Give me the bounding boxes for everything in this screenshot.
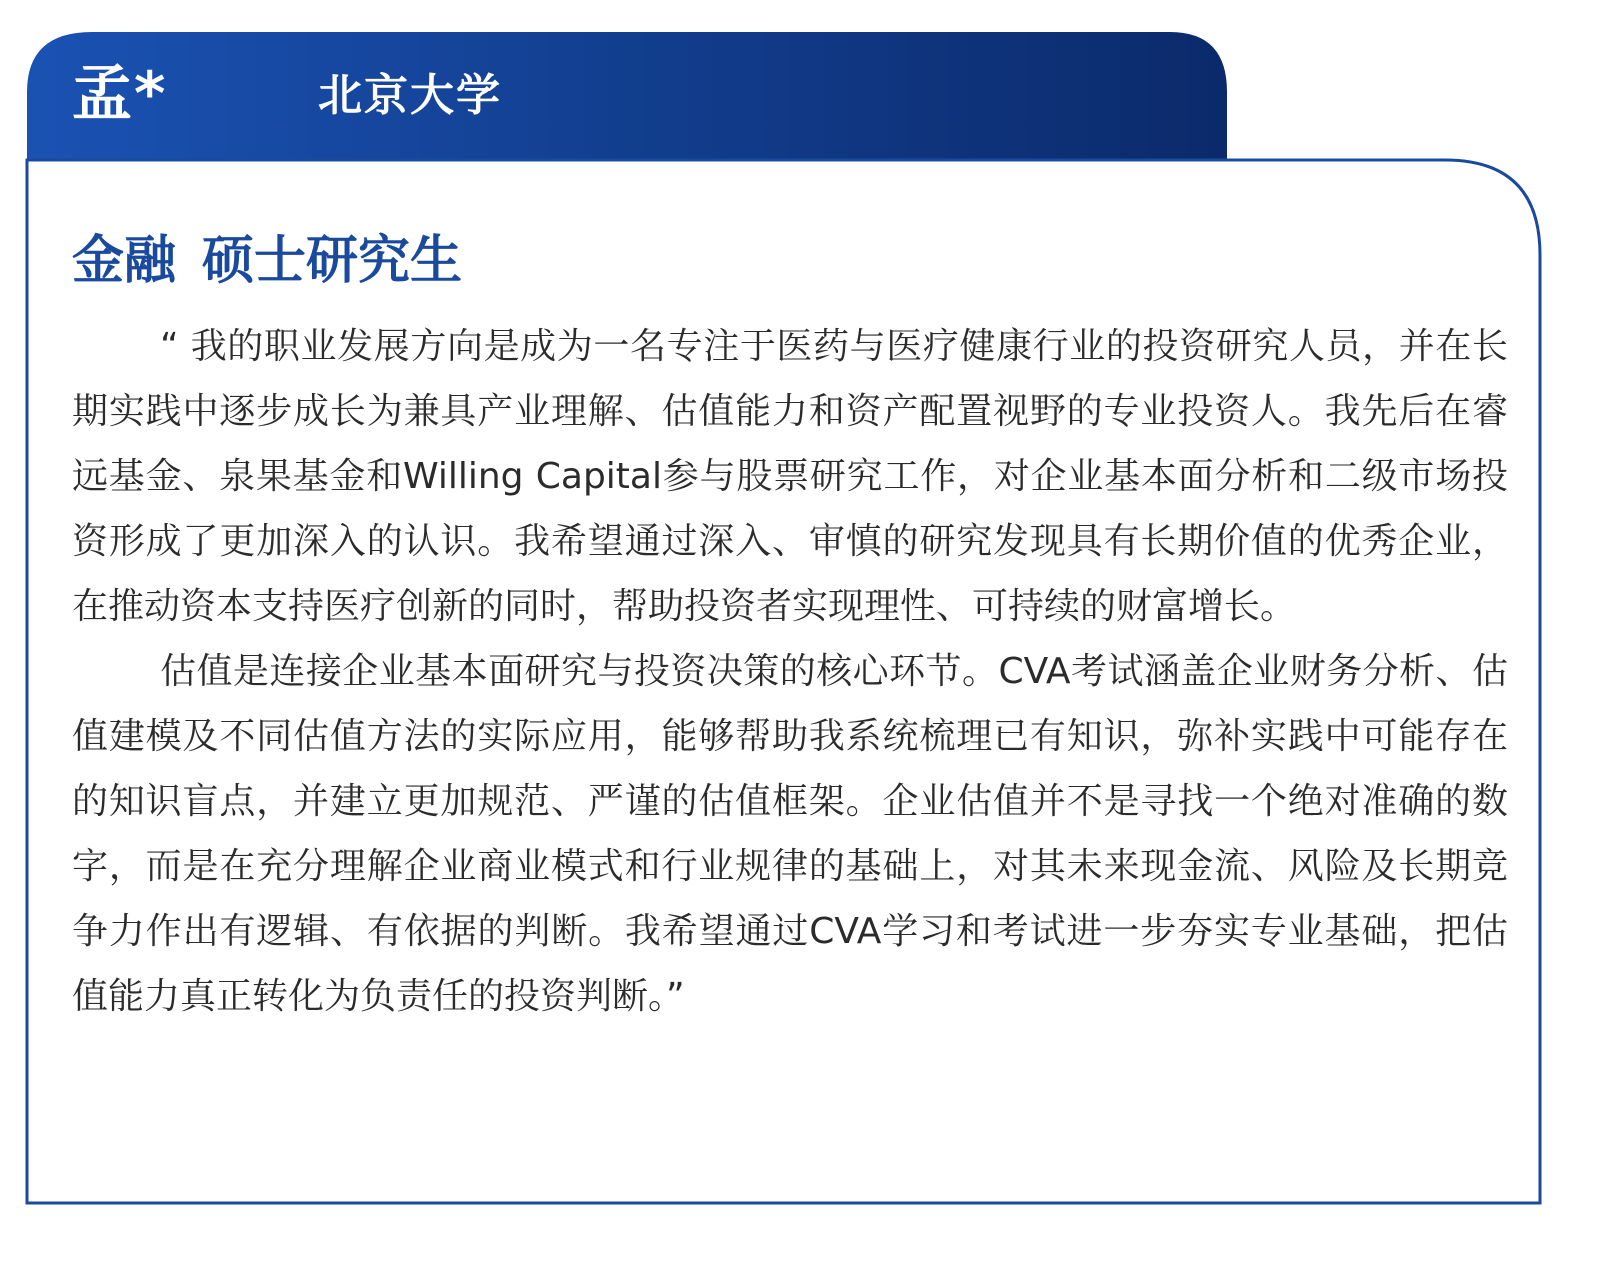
program-title: [72, 226, 462, 296]
header-tab: [27, 32, 1227, 160]
statement-paragraph-2: 估值是连接企业基本面研究与投资决策的核心环节。CVA考试涵盖企业财务分析、估值建模及不同估值方法的实际应用，能够帮助我系统梳理已有知识，弥补实践中可能存在的知识盲点，并建立更加规范、严谨的估值框架。企业估值并不是寻找一个绝对准确的数字，而是在充分理解企业商业模式和行业规律的基础上，对其未来现金流、风险及长期竞争力作出有逻辑、有依据的判断。我希望通过CVA学习和考试进一步夯实专业基础，把估值能力真正转化为负责任的投资判断。”: [72, 651, 1508, 1017]
personal-statement: [72, 314, 1508, 1029]
program-field: 金融: [72, 231, 177, 291]
program-degree: 硕士研究生: [202, 231, 463, 291]
statement-paragraph-1: “ 我的职业发展方向是成为一名专注于医药与医疗健康行业的投资研究人员，并在长期实践中逐步成长为兼具产业理解、估值能力和资产配置视野的专业投资人。我先后在睿远基金、泉果基金和Willing Capital参与股票研究工作，对企业基本面分析和二级市场投资形成了更加深入的认识。我希望通过深入、审慎的研究发现具有长期价值的优秀企业，在推动资本支持医疗创新的同时，帮助投资者实现理性、可持续的财富增长。: [72, 326, 1508, 627]
student-name: 孟*: [72, 59, 168, 129]
school-name: 北京大学: [318, 70, 502, 121]
